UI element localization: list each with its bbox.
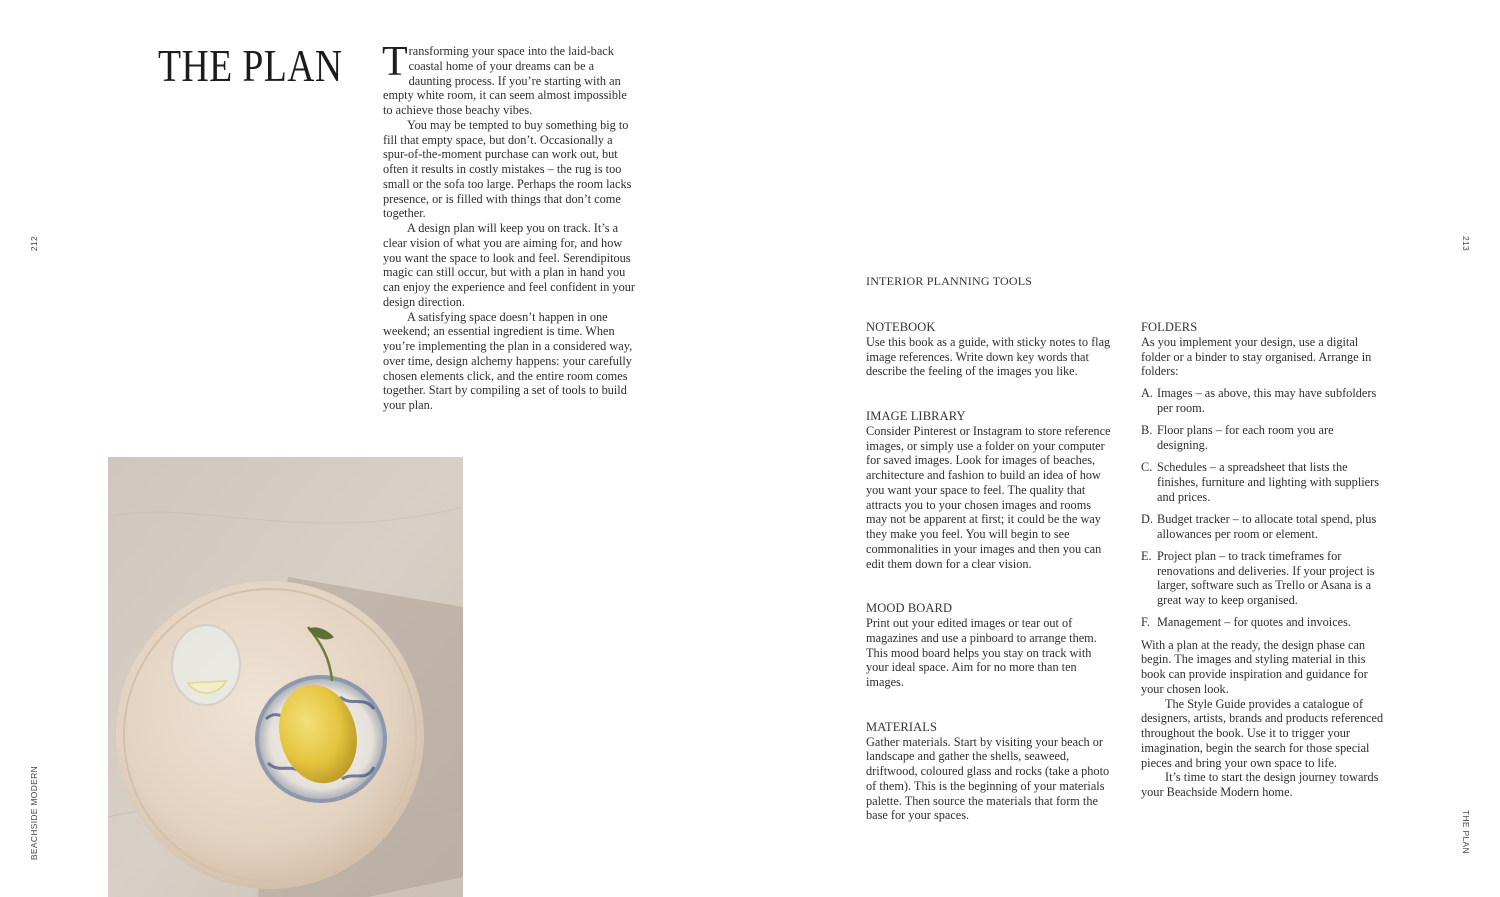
image-library-text: Consider Pinterest or Instagram to store reference images, or simply use a folder on your computer for saved images. Look for images of beaches, architecture and fashion to build an idea of how you want your space to feel. The quality that attracts you to your chosen images and rooms may not be apparent at first; it could be the way they make you feel. You will begin to see commonalities in your images and then you can edit them down for a clear vision. [866,423,1111,571]
list-item [1141,549,1387,608]
folders-heading: FOLDERS [1141,320,1198,334]
list-marker: A. [1141,386,1153,400]
list-item [1141,460,1387,504]
list-marker: B. [1141,423,1153,437]
list-item [1141,512,1387,542]
mood-board-section [866,601,1112,690]
materials-section [866,720,1112,823]
intro-paragraph-1 [382,39,638,118]
materials-text: Gather materials. Start by visiting your beach or landscape and gather the shells, seaweed, driftwood, coloured glass and rocks (take a photo of them). This is the beginning of your materials palette. Then source the materials that form the base for your spaces. [866,734,1110,823]
list-item [1141,423,1387,453]
notebook-text: Use this book as a guide, with sticky notes to flag image references. Write down key words that describe the feeling of the images you like. [866,334,1111,379]
intro-paragraph-1-text: ransforming your space into the laid-back coastal home of your dreams can be a daunting process. If you’re starting with an empty white room, it can seem almost impossible to achieve those beachy vibes. [383,44,627,117]
notebook-heading: NOTEBOOK [866,320,936,334]
list-item [1141,386,1387,416]
list-item-text: Management – for quotes and invoices. [1157,615,1351,630]
lemon-bowl-photo [108,457,463,897]
folders-list [1141,386,1387,630]
list-item-text: Budget tracker – to allocate total spend, plus allowances per room or element. [1157,511,1377,541]
tools-heading: INTERIOR PLANNING TOOLS [866,274,1033,288]
closing-paragraph-2: The Style Guide provides a catalogue of designers, artists, brands and products referenced throughout the book. Use it to trigger your imagination, begin the search for those special pieces and bring your own space to life. [1141,696,1384,770]
list-item-text: Schedules – a spreadsheet that lists the finishes, furniture and lighting with suppliers and prices. [1157,460,1379,504]
materials-heading: MATERIALS [866,719,938,734]
closing-paragraph-3: It’s time to start the design journey towards your Beachside Modern home. [1141,770,1379,799]
intro-paragraph-4: A satisfying space doesn’t happen in one weekend; an essential ingredient is time. When you’re implementing the plan in a considered way, over time, design alchemy happens: your carefully chosen elements click, and the entire room comes together. Start by compiling a set of tools to build your plan. [383,309,633,412]
page-title: THE PLAN [158,40,343,91]
folio-number-left: 212 [29,236,39,252]
list-marker: D. [1141,511,1153,526]
closing-paragraph-1: With a plan at the ready, the design phase can begin. The images and styling material in this book can provide inspiration and guidance for your chosen look. [1141,637,1368,696]
list-item-text: Floor plans – for each room you are designing. [1157,423,1334,452]
intro-paragraph-3: A design plan will keep you on track. It’s a clear vision of what you are aiming for, and how you want the space to look and feel. Serendipitous magic can still occur, but with a plan in hand you can enjoy the experience and feel confident in your design direction. [383,221,635,309]
list-item-text: Images – as above, this may have subfolders per room. [1157,386,1377,415]
image-library-heading: IMAGE LIBRARY [866,409,966,423]
notebook-section [866,320,1112,379]
folio-label-right: THE PLAN [1461,810,1471,854]
tools-column-left [866,320,1112,853]
list-marker: F. [1141,615,1150,630]
intro-text [382,39,638,413]
list-marker: E. [1141,548,1152,563]
list-item [1141,615,1387,630]
folio-label-left: BEACHSIDE MODERN [29,766,39,861]
tools-column-right [1141,320,1387,800]
image-library-section [866,409,1112,571]
folders-intro: As you implement your design, use a digital folder or a binder to stay organised. Arrange in folders: [1141,334,1372,379]
list-item-text: Project plan – to track timeframes for renovations and deliveries. If your project is larger, software such as Trello or Asana is a great way to keep organised. [1157,548,1375,607]
list-marker: C. [1141,460,1153,474]
mood-board-text: Print out your edited images or tear out of magazines and use a pinboard to arrange them. This mood board helps you stay on track with your ideal space. Aim for no more than ten images. [866,616,1097,689]
mood-board-heading: MOOD BOARD [866,601,953,616]
intro-paragraph-2: You may be tempted to buy something big to fill that empty space, but don’t. Occasionally a spur-of-the-moment purchase can work out, but often it results in costly mistakes – the rug is too small or the sofa too large. Perhaps the room lacks presence, or is filled with things that don’t come together. [383,117,632,221]
drop-cap: T [382,39,408,85]
folio-number-right: 213 [1461,236,1471,252]
